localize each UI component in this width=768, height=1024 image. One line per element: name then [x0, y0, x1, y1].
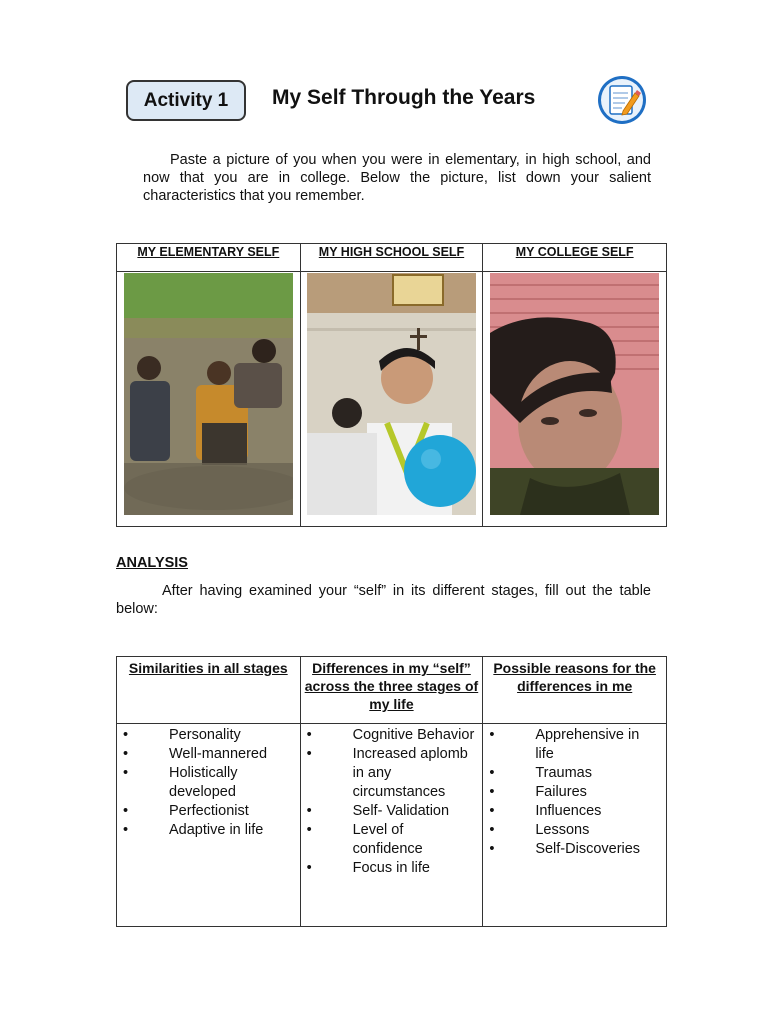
similarities-cell	[117, 724, 301, 927]
list-item: • Personality	[123, 727, 241, 743]
reasons-cell	[483, 724, 667, 927]
analysis-heading: ANALYSIS	[116, 555, 188, 571]
page-title: My Self Through the Years	[272, 86, 536, 109]
list-item: • Apprehensive in life	[489, 727, 640, 762]
analysis-table	[116, 656, 667, 927]
list-item: • Adaptive in life	[123, 822, 264, 838]
list-item: • Traumas	[489, 765, 592, 781]
list-item: • Perfectionist	[123, 803, 249, 819]
list-item: • Cognitive Behavior	[306, 727, 475, 743]
list-item: • Failures	[489, 784, 587, 800]
list-item: • Self- Validation	[306, 803, 450, 819]
list-item: • Well-mannered	[123, 746, 268, 762]
list-item: • Level of confidence	[306, 822, 423, 857]
header-differences: Differences in my “self” across the three stages of my life	[300, 657, 483, 724]
activity-badge	[126, 80, 246, 121]
list-item: • Holistically developed	[123, 765, 238, 800]
high-school-photo	[307, 273, 476, 515]
list-item: • Influences	[489, 803, 602, 819]
elementary-photo	[124, 273, 293, 515]
header-similarities: Similarities in all stages	[117, 657, 301, 724]
differences-list	[307, 726, 477, 878]
list-item: • Lessons	[489, 822, 590, 838]
header-elementary: MY ELEMENTARY SELF	[117, 244, 301, 272]
college-photo	[490, 273, 659, 515]
similarities-list	[123, 726, 294, 840]
header-high-school: MY HIGH SCHOOL SELF	[300, 244, 483, 272]
header-reasons: Possible reasons for the differences in me	[483, 657, 667, 724]
list-item: • Increased aplomb in any circumstances	[306, 746, 468, 800]
activity-label: Activity 1	[143, 89, 229, 111]
header-college: MY COLLEGE SELF	[483, 244, 667, 272]
notebook-pencil-icon	[597, 75, 647, 125]
photo-table	[116, 243, 667, 527]
reasons-list	[489, 726, 660, 859]
list-item: • Focus in life	[306, 860, 430, 876]
instructions-paragraph: Paste a picture of you when you were in elementary, in high school, and now that you are in college. Below the picture, list down your salient characteristics that you remember.	[143, 152, 651, 204]
list-item: • Self-Discoveries	[489, 841, 641, 857]
analysis-paragraph: After having examined your “self” in its different stages, fill out the table below:	[116, 583, 651, 617]
differences-cell	[300, 724, 483, 927]
